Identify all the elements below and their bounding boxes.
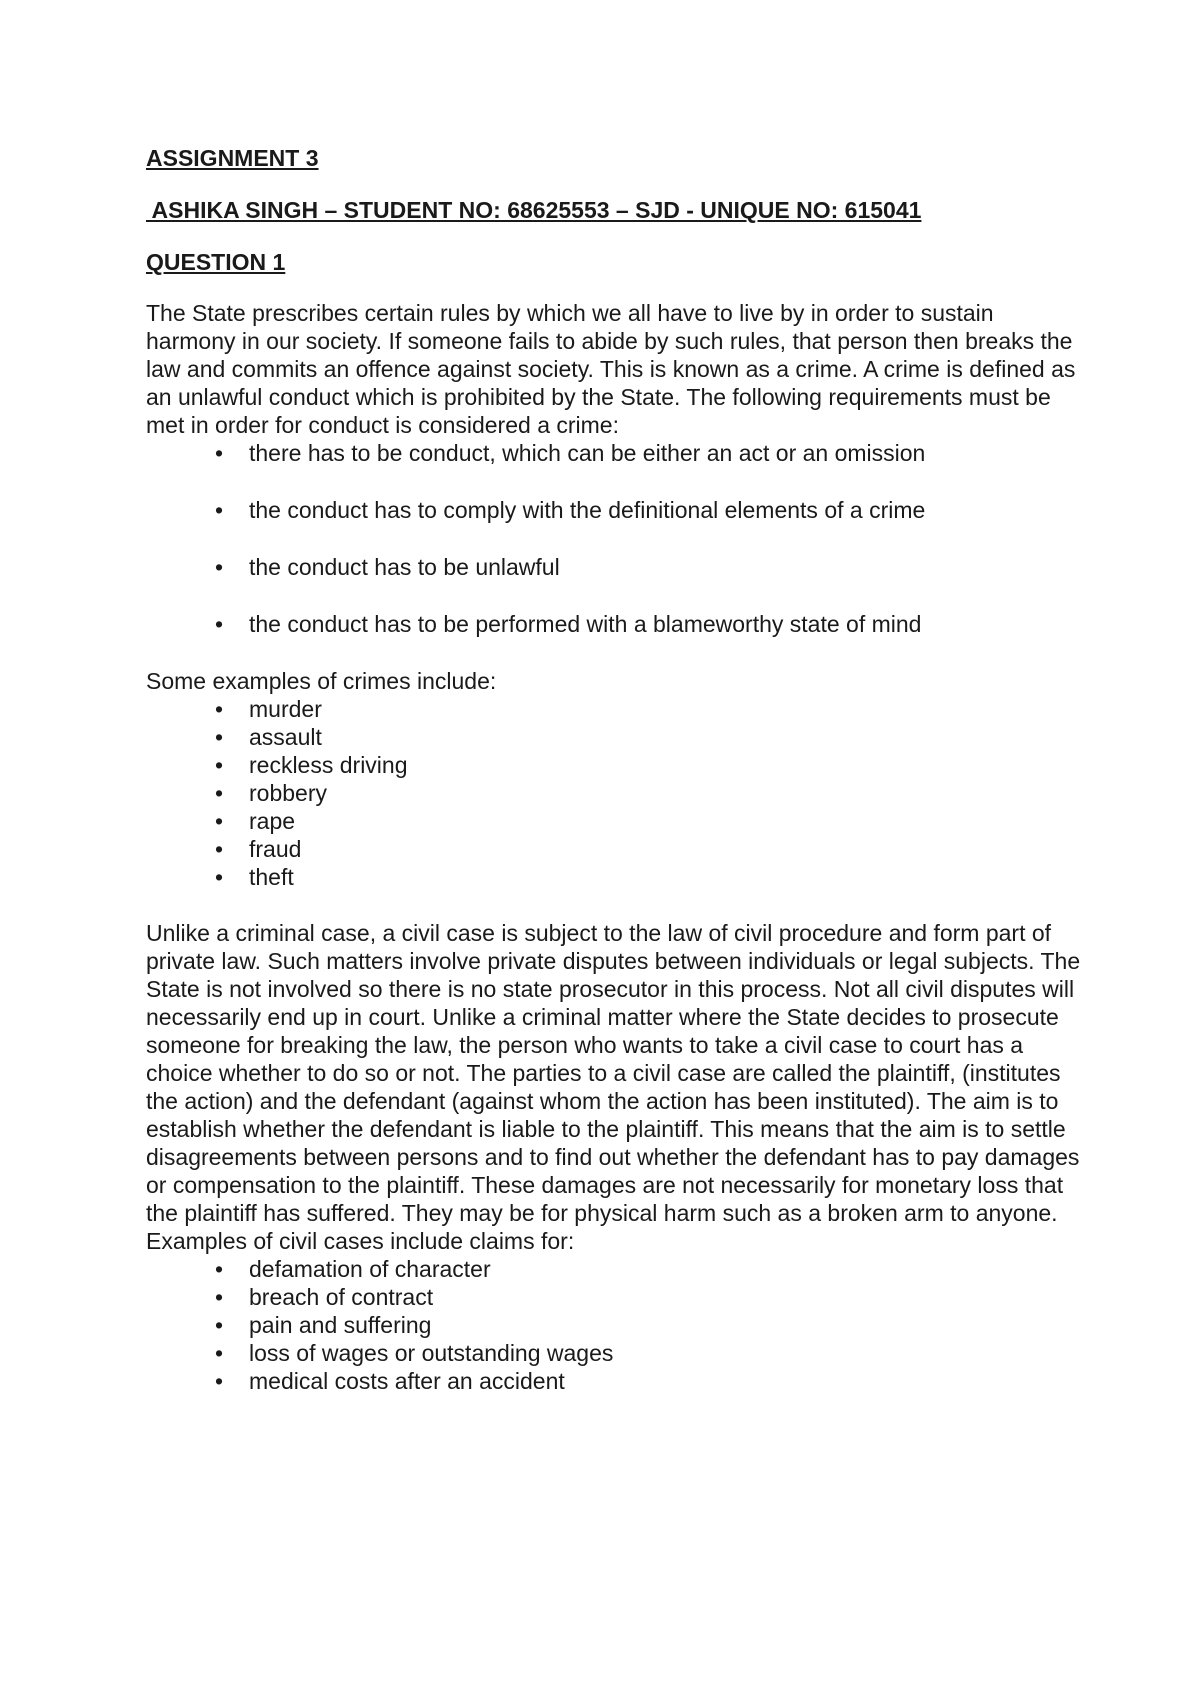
bullet-icon: • (215, 1256, 224, 1282)
list-item (146, 1339, 1086, 1367)
document-body (146, 144, 1086, 1395)
bullet-icon: • (215, 808, 224, 834)
list-item-text: the conduct has to comply with the definitional elements of a crime (249, 497, 926, 523)
list-item (146, 835, 1086, 863)
list-item-text: the conduct has to be performed with a blameworthy state of mind (249, 611, 922, 637)
bullet-icon: • (215, 836, 224, 862)
bullet-icon: • (215, 611, 224, 637)
student-info-line: ASHIKA SINGH – STUDENT NO: 68625553 – SJD - UNIQUE NO: 615041 (146, 197, 922, 223)
list-item (146, 695, 1086, 723)
list-item (146, 496, 1086, 524)
requirements-list (146, 439, 1086, 638)
list-item (146, 751, 1086, 779)
bullet-icon: • (215, 864, 224, 890)
civil-examples-intro: Examples of civil cases include claims for: (146, 1228, 575, 1254)
list-item (146, 863, 1086, 891)
list-item-text: pain and suffering (249, 1312, 432, 1338)
list-item (146, 807, 1086, 835)
list-item-text: breach of contract (249, 1284, 434, 1310)
list-item (146, 439, 1086, 467)
list-item-text: assault (249, 724, 322, 750)
list-item-text: theft (249, 864, 294, 890)
list-item (146, 1255, 1086, 1283)
bullet-icon: • (215, 724, 224, 750)
list-item-text: defamation of character (249, 1256, 491, 1282)
bullet-icon: • (215, 554, 224, 580)
list-item (146, 1311, 1086, 1339)
list-item (146, 1283, 1086, 1311)
civil-case-paragraph: Unlike a criminal case, a civil case is subject to the law of civil procedure and form part of private law. Such matters involve private disputes between individuals or legal subjects. The State is not involved so there is no state prosecutor in this process. Not all civil disputes will necessarily end up in court. Unlike a criminal matter where the State decides to prosecute someone for breaking the law, the person who wants to take a civil case to court has a choice whether to do so or not. The parties to a civil case are called the plaintiff, (institutes the action) and the defendant (against whom the action has been instituted). The aim is to establish whether the defendant is liable to the plaintiff. This means that the aim is to settle disagreements between persons and to find out whether the defendant has to pay damages or compensation to the plaintiff. These damages are not necessarily for monetary loss that the plaintiff has suffered. They may be for physical harm such as a broken arm to anyone. (146, 920, 1081, 1226)
bullet-icon: • (215, 1312, 224, 1338)
bullet-icon: • (215, 1284, 224, 1310)
list-item-text: fraud (249, 836, 302, 862)
bullet-icon: • (215, 440, 224, 466)
list-item (146, 553, 1086, 581)
bullet-icon: • (215, 780, 224, 806)
civil-examples-list (146, 1255, 1086, 1395)
crime-examples-list (146, 695, 1086, 891)
list-item-text: the conduct has to be unlawful (249, 554, 560, 580)
list-item-text: reckless driving (249, 752, 408, 778)
bullet-icon: • (215, 497, 224, 523)
assignment-title: ASSIGNMENT 3 (146, 145, 319, 171)
list-item-text: murder (249, 696, 322, 722)
list-item (146, 1367, 1086, 1395)
list-item-text: there has to be conduct, which can be either an act or an omission (249, 440, 926, 466)
list-item (146, 723, 1086, 751)
bullet-icon: • (215, 1340, 224, 1366)
list-item-text: robbery (249, 780, 327, 806)
question-heading: QUESTION 1 (146, 249, 286, 275)
intro-paragraph: The State prescribes certain rules by which we all have to live by in order to sustain harmony in our society. If someone fails to abide by such rules, that person then breaks the law and commits an offence against society. This is known as a crime. A crime is defined as an unlawful conduct which is prohibited by the State. The following requirements must be met in order for conduct is considered a crime: (146, 300, 1076, 438)
list-item-text: medical costs after an accident (249, 1368, 565, 1394)
bullet-icon: • (215, 1368, 224, 1394)
list-item-text: rape (249, 808, 296, 834)
bullet-icon: • (215, 696, 224, 722)
bullet-icon: • (215, 752, 224, 778)
list-item (146, 779, 1086, 807)
list-item-text: loss of wages or outstanding wages (249, 1340, 614, 1366)
list-item (146, 610, 1086, 638)
crime-examples-intro: Some examples of crimes include: (146, 668, 497, 694)
